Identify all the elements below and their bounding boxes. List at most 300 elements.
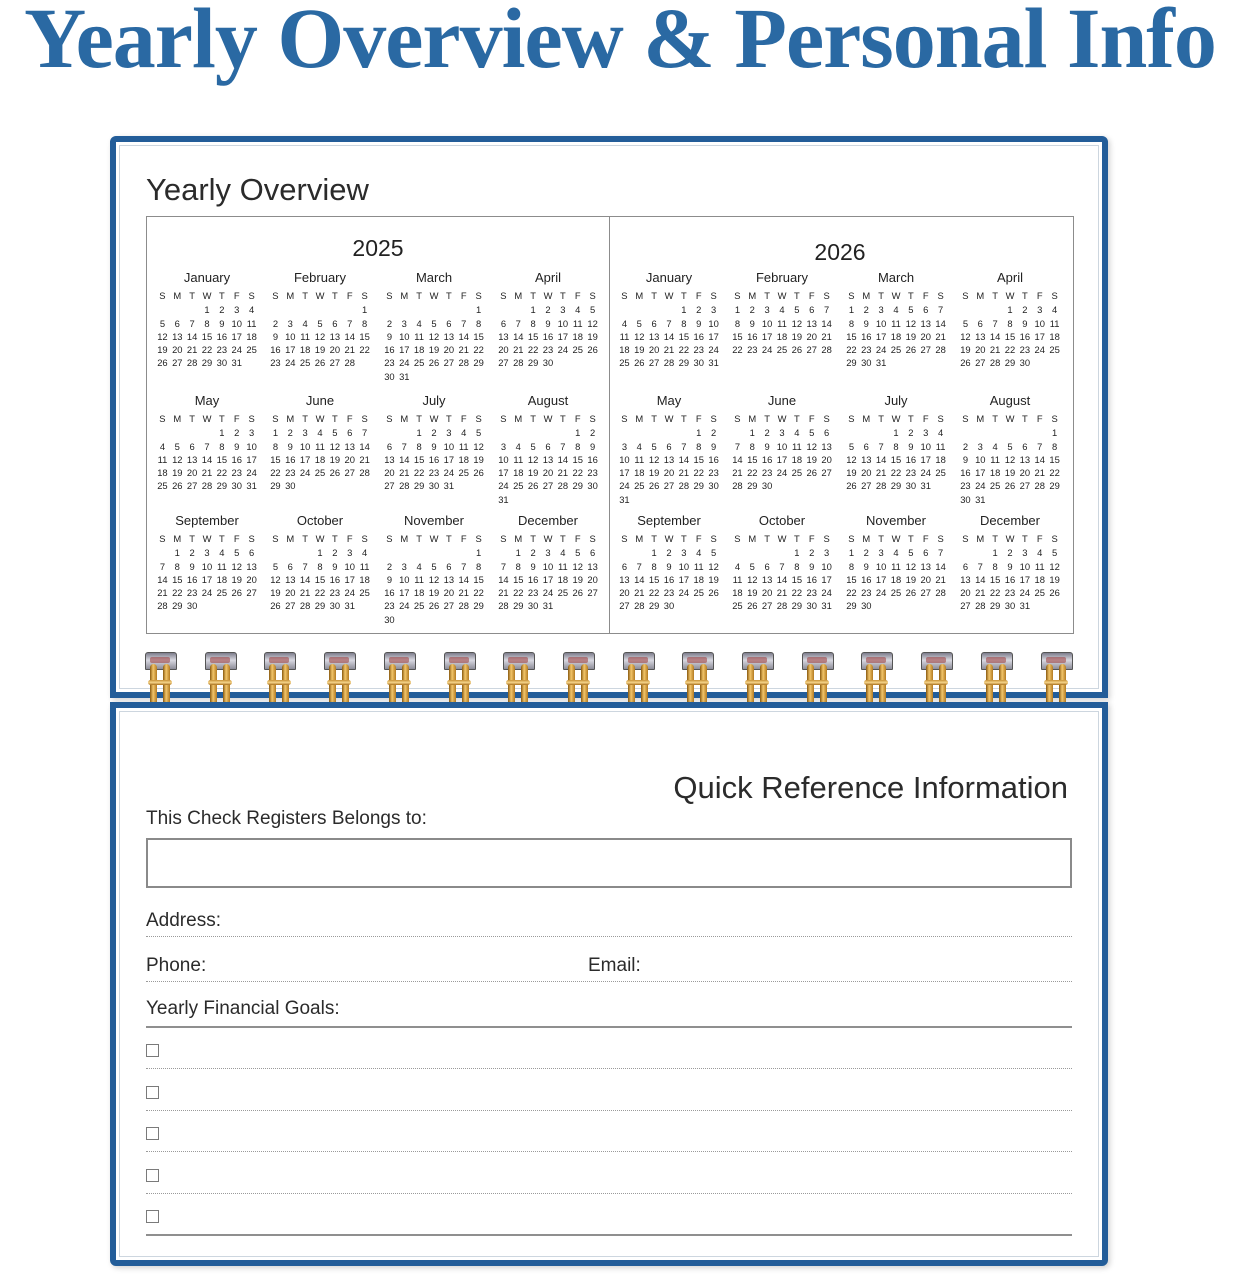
day-number: 8 (1007, 317, 1013, 329)
day-number: 22 (1049, 467, 1060, 479)
day-number: 15 (473, 330, 484, 342)
weekday-header: S (248, 413, 255, 424)
month-name: January (645, 270, 693, 285)
address-line[interactable] (146, 936, 1072, 937)
day-number: 14 (935, 317, 946, 329)
month-january-2025 (155, 269, 259, 370)
empty-day (496, 547, 511, 559)
day-number: 24 (619, 480, 630, 492)
day-number: 29 (890, 480, 902, 492)
day-number: 5 (908, 547, 914, 559)
day-number: 8 (734, 317, 741, 329)
address-label: Address: (146, 910, 221, 931)
day-number: 24 (344, 587, 355, 599)
day-number: 1 (475, 547, 482, 559)
weekday-header: T (219, 290, 225, 301)
weekday-header: T (794, 290, 800, 301)
day-number: 2 (272, 317, 279, 329)
day-number: 5 (710, 547, 717, 559)
day-number: 11 (1049, 317, 1060, 329)
day-number: 24 (875, 587, 887, 599)
month-name: February (293, 270, 347, 285)
day-number: 11 (990, 453, 1001, 465)
empty-day (617, 304, 632, 316)
day-number: 6 (923, 547, 929, 559)
weekday-header: W (543, 533, 553, 544)
empty-day (874, 427, 889, 439)
day-number: 20 (186, 467, 198, 479)
weekday-header: S (621, 290, 628, 301)
weekday-header: F (1036, 413, 1043, 424)
month-day-grid (730, 533, 834, 613)
day-number: 20 (619, 587, 630, 599)
day-number: 20 (172, 344, 183, 356)
weekday-header: S (361, 290, 368, 301)
day-number: 15 (1049, 453, 1060, 465)
empty-day (760, 547, 775, 559)
day-number: 13 (285, 573, 296, 585)
month-september-2025 (155, 512, 259, 613)
empty-day (412, 304, 427, 316)
goal-line[interactable] (146, 1193, 1072, 1194)
day-number: 27 (806, 344, 817, 356)
goal-line[interactable] (146, 1234, 1072, 1236)
day-number: 19 (905, 573, 917, 585)
day-number: 15 (989, 573, 1001, 585)
day-number: 4 (248, 304, 255, 316)
day-number: 31 (498, 493, 509, 505)
weekday-header: F (460, 533, 467, 544)
day-number: 22 (413, 467, 425, 479)
day-number: 25 (157, 480, 168, 492)
weekday-header: W (429, 413, 439, 424)
day-number: 19 (960, 344, 971, 356)
day-number: 10 (498, 453, 509, 465)
weekday-header: S (848, 413, 855, 424)
day-number: 30 (428, 480, 440, 492)
day-number: 17 (975, 467, 986, 479)
day-number: 8 (204, 317, 210, 329)
day-number: 25 (458, 467, 469, 479)
weekday-header: T (764, 533, 771, 544)
day-number: 17 (285, 344, 296, 356)
day-number: 16 (384, 587, 395, 599)
day-number: 20 (861, 467, 872, 479)
day-number: 13 (344, 440, 355, 452)
weekday-header: F (346, 413, 353, 424)
month-name: December (518, 513, 578, 528)
weekday-header: W (429, 533, 439, 544)
weekday-header: T (681, 413, 687, 424)
day-number: 29 (846, 600, 857, 612)
day-number: 23 (806, 587, 817, 599)
day-number: 13 (821, 440, 832, 452)
day-number: 19 (428, 587, 440, 599)
weekday-header: T (530, 290, 537, 301)
day-number: 15 (791, 573, 803, 585)
day-number: 1 (848, 547, 855, 559)
month-day-grid (958, 290, 1062, 370)
day-number: 12 (270, 573, 281, 585)
year-label: 2026 (814, 239, 866, 265)
day-number: 27 (542, 480, 554, 492)
day-number: 12 (648, 453, 660, 465)
day-number: 28 (157, 600, 168, 612)
day-number: 31 (344, 600, 355, 612)
month-december-2026 (958, 512, 1062, 613)
day-number: 9 (1007, 560, 1013, 572)
weekday-header: F (695, 413, 702, 424)
day-number: 18 (157, 467, 168, 479)
weekday-header: F (460, 290, 467, 301)
weekday-header: S (1051, 413, 1058, 424)
day-number: 25 (299, 357, 311, 369)
day-number: 29 (989, 600, 1001, 612)
day-number: 5 (174, 440, 180, 452)
day-number: 28 (875, 480, 887, 492)
day-number: 24 (498, 480, 509, 492)
day-number: 24 (542, 587, 554, 599)
weekday-header: S (475, 533, 482, 544)
day-number: 21 (732, 467, 743, 479)
day-number: 14 (776, 573, 788, 585)
weekday-header: W (1005, 533, 1015, 544)
day-number: 12 (1049, 560, 1060, 572)
day-number: 26 (231, 587, 242, 599)
day-number: 25 (693, 587, 704, 599)
day-number: 16 (186, 573, 198, 585)
day-number: 25 (1049, 344, 1060, 356)
day-number: 7 (937, 547, 944, 559)
weekday-header: F (233, 533, 240, 544)
day-number: 21 (634, 587, 645, 599)
day-number: 27 (344, 467, 355, 479)
day-number: 26 (747, 600, 758, 612)
weekday-header: W (664, 413, 674, 424)
day-number: 6 (977, 317, 983, 329)
day-number: 23 (231, 467, 242, 479)
day-number: 22 (172, 587, 183, 599)
weekday-header: W (664, 533, 674, 544)
day-number: 5 (272, 560, 279, 572)
belongs-to-field[interactable] (146, 838, 1072, 888)
day-number: 20 (821, 453, 832, 465)
day-number: 16 (708, 453, 719, 465)
day-number: 27 (498, 357, 509, 369)
weekday-header: T (189, 413, 196, 424)
day-number: 7 (937, 304, 944, 316)
day-number: 3 (500, 440, 507, 452)
day-number: 16 (231, 453, 242, 465)
weekday-header: T (1022, 413, 1028, 424)
day-number: 16 (542, 330, 554, 342)
month-name: May (656, 393, 682, 408)
day-number: 10 (678, 560, 690, 572)
day-number: 23 (861, 587, 872, 599)
goal-line[interactable] (146, 1110, 1072, 1111)
day-number: 21 (989, 344, 1001, 356)
day-number: 31 (875, 357, 887, 369)
day-number: 15 (747, 453, 758, 465)
day-number: 25 (989, 480, 1001, 492)
day-number: 18 (572, 330, 583, 342)
day-number: 16 (693, 330, 704, 342)
empty-day (283, 304, 298, 316)
day-number: 4 (696, 547, 702, 559)
day-number: 10 (761, 317, 773, 329)
day-number: 16 (905, 453, 917, 465)
weekday-header: S (710, 533, 717, 544)
goals-divider (146, 1026, 1072, 1028)
phone-email-line[interactable] (146, 981, 1072, 982)
day-number: 5 (332, 427, 338, 439)
day-number: 22 (846, 587, 857, 599)
day-number: 7 (779, 560, 785, 572)
day-number: 6 (446, 560, 452, 572)
day-number: 2 (1007, 547, 1013, 559)
month-name: July (422, 393, 446, 408)
goal-line[interactable] (146, 1068, 1072, 1069)
month-day-grid (844, 533, 948, 613)
day-number: 2 (908, 427, 914, 439)
day-number: 19 (905, 330, 917, 342)
day-number: 28 (458, 600, 469, 612)
empty-day (456, 547, 471, 559)
day-number: 14 (186, 330, 198, 342)
weekday-header: S (361, 413, 368, 424)
day-number: 26 (846, 480, 857, 492)
day-number: 12 (791, 317, 803, 329)
weekday-header: S (621, 533, 628, 544)
day-number: 7 (878, 440, 884, 452)
day-number: 8 (848, 560, 855, 572)
empty-day (973, 427, 988, 439)
weekday-header: T (446, 290, 452, 301)
day-number: 18 (413, 587, 425, 599)
day-number: 22 (527, 344, 539, 356)
day-number: 20 (975, 344, 986, 356)
day-number: 12 (587, 317, 598, 329)
day-number: 4 (1051, 304, 1058, 316)
empty-day (397, 427, 412, 439)
goal-checkbox[interactable] (146, 1169, 159, 1182)
day-number: 12 (231, 560, 242, 572)
empty-day (617, 427, 632, 439)
day-number: 5 (475, 427, 482, 439)
day-number: 26 (473, 467, 484, 479)
day-number: 25 (557, 587, 569, 599)
month-day-grid (844, 413, 948, 493)
day-number: 31 (443, 480, 455, 492)
weekday-header: T (878, 533, 885, 544)
day-number: 19 (157, 344, 168, 356)
day-number: 4 (575, 304, 581, 316)
day-number: 7 (992, 317, 998, 329)
day-number: 9 (1022, 317, 1028, 329)
empty-day (662, 304, 677, 316)
month-name: March (877, 270, 915, 285)
day-number: 15 (527, 330, 539, 342)
day-number: 23 (542, 344, 554, 356)
day-number: 9 (530, 560, 536, 572)
day-number: 1 (1007, 304, 1013, 316)
day-number: 7 (189, 317, 195, 329)
day-number: 26 (905, 344, 917, 356)
day-number: 3 (764, 304, 770, 316)
weekday-header: S (962, 413, 969, 424)
day-number: 29 (314, 600, 326, 612)
day-number: 29 (473, 357, 484, 369)
day-number: 8 (848, 317, 855, 329)
day-number: 30 (806, 600, 817, 612)
goal-checkbox[interactable] (146, 1044, 159, 1057)
empty-day (1032, 427, 1047, 439)
day-number: 31 (821, 600, 832, 612)
day-number: 3 (681, 547, 687, 559)
day-number: 27 (329, 357, 341, 369)
day-number: 18 (693, 573, 704, 585)
day-number: 7 (1037, 440, 1043, 452)
day-number: 18 (1049, 330, 1060, 342)
day-number: 10 (920, 440, 931, 452)
day-number: 26 (527, 480, 539, 492)
day-number: 17 (231, 330, 242, 342)
day-number: 20 (920, 573, 931, 585)
day-number: 27 (960, 600, 971, 612)
day-number: 28 (513, 357, 524, 369)
weekday-header: S (1051, 290, 1058, 301)
day-number: 5 (530, 440, 536, 452)
goal-checkbox[interactable] (146, 1086, 159, 1099)
weekday-header: S (159, 533, 166, 544)
day-number: 23 (747, 344, 758, 356)
weekday-header: T (560, 533, 566, 544)
day-number: 24 (708, 344, 719, 356)
weekday-header: T (1022, 290, 1028, 301)
day-number: 12 (314, 330, 326, 342)
month-day-grid (617, 413, 721, 506)
day-number: 14 (678, 453, 690, 465)
day-number: 20 (384, 467, 395, 479)
day-number: 15 (216, 453, 228, 465)
month-december-2025 (496, 512, 600, 613)
day-number: 24 (1019, 587, 1031, 599)
month-day-grid (155, 533, 259, 613)
weekday-header: T (332, 290, 338, 301)
day-number: 15 (678, 330, 690, 342)
day-number: 4 (560, 547, 566, 559)
day-number: 2 (696, 304, 702, 316)
day-number: 14 (1034, 453, 1045, 465)
weekday-header: S (962, 290, 969, 301)
weekday-header: M (173, 290, 182, 301)
day-number: 21 (458, 344, 469, 356)
day-number: 5 (159, 317, 166, 329)
day-number: 14 (399, 453, 410, 465)
year-calendar-2026 (609, 217, 1071, 633)
weekday-header: S (937, 533, 944, 544)
day-number: 9 (234, 440, 240, 452)
empty-day (617, 547, 632, 559)
day-number: 3 (621, 440, 628, 452)
day-number: 9 (272, 330, 279, 342)
goal-checkbox[interactable] (146, 1210, 159, 1223)
day-number: 23 (216, 344, 228, 356)
day-number: 27 (761, 600, 773, 612)
day-number: 27 (1019, 480, 1031, 492)
day-number: 10 (1019, 560, 1031, 572)
day-number: 12 (708, 560, 719, 572)
day-number: 21 (344, 344, 355, 356)
month-february-2026 (730, 269, 834, 356)
weekday-header: S (248, 533, 255, 544)
day-number: 23 (186, 587, 198, 599)
day-number: 21 (157, 587, 168, 599)
day-number: 19 (572, 573, 583, 585)
day-number: 11 (777, 317, 787, 329)
day-number: 11 (634, 453, 645, 465)
day-number: 24 (399, 600, 410, 612)
weekday-header: M (286, 290, 295, 301)
day-number: 5 (962, 317, 969, 329)
day-number: 22 (846, 344, 857, 356)
day-number: 25 (1034, 587, 1045, 599)
goal-checkbox[interactable] (146, 1127, 159, 1140)
day-number: 27 (246, 587, 257, 599)
phone-label: Phone: (146, 955, 207, 976)
day-number: 10 (821, 560, 832, 572)
day-number: 17 (399, 344, 410, 356)
empty-day (662, 427, 677, 439)
day-number: 24 (975, 480, 986, 492)
goal-line[interactable] (146, 1151, 1072, 1152)
weekday-header: S (823, 533, 830, 544)
day-number: 30 (905, 480, 917, 492)
month-october-2026 (730, 512, 834, 613)
yearly-overview-page (110, 136, 1108, 698)
day-number: 21 (359, 453, 370, 465)
day-number: 9 (386, 573, 393, 585)
day-number: 28 (359, 467, 370, 479)
day-number: 19 (270, 587, 281, 599)
day-number: 6 (651, 317, 657, 329)
day-number: 30 (1019, 357, 1031, 369)
month-november-2025 (382, 512, 486, 626)
month-day-grid (382, 533, 486, 626)
day-number: 28 (732, 480, 743, 492)
day-number: 8 (272, 440, 279, 452)
day-number: 23 (384, 600, 395, 612)
weekday-header: T (189, 533, 196, 544)
day-number: 17 (920, 453, 931, 465)
day-number: 6 (332, 317, 338, 329)
day-number: 5 (1007, 440, 1013, 452)
day-number: 18 (557, 573, 569, 585)
day-number: 25 (890, 587, 902, 599)
day-number: 26 (428, 357, 440, 369)
day-number: 30 (384, 613, 395, 625)
empty-day (268, 304, 283, 316)
day-number: 17 (1019, 573, 1031, 585)
day-number: 7 (302, 560, 308, 572)
day-number: 9 (219, 317, 225, 329)
day-number: 3 (401, 317, 407, 329)
month-july-2026 (844, 392, 948, 493)
day-number: 13 (443, 573, 455, 585)
day-number: 9 (749, 317, 755, 329)
day-number: 8 (530, 317, 536, 329)
day-number: 22 (648, 587, 660, 599)
